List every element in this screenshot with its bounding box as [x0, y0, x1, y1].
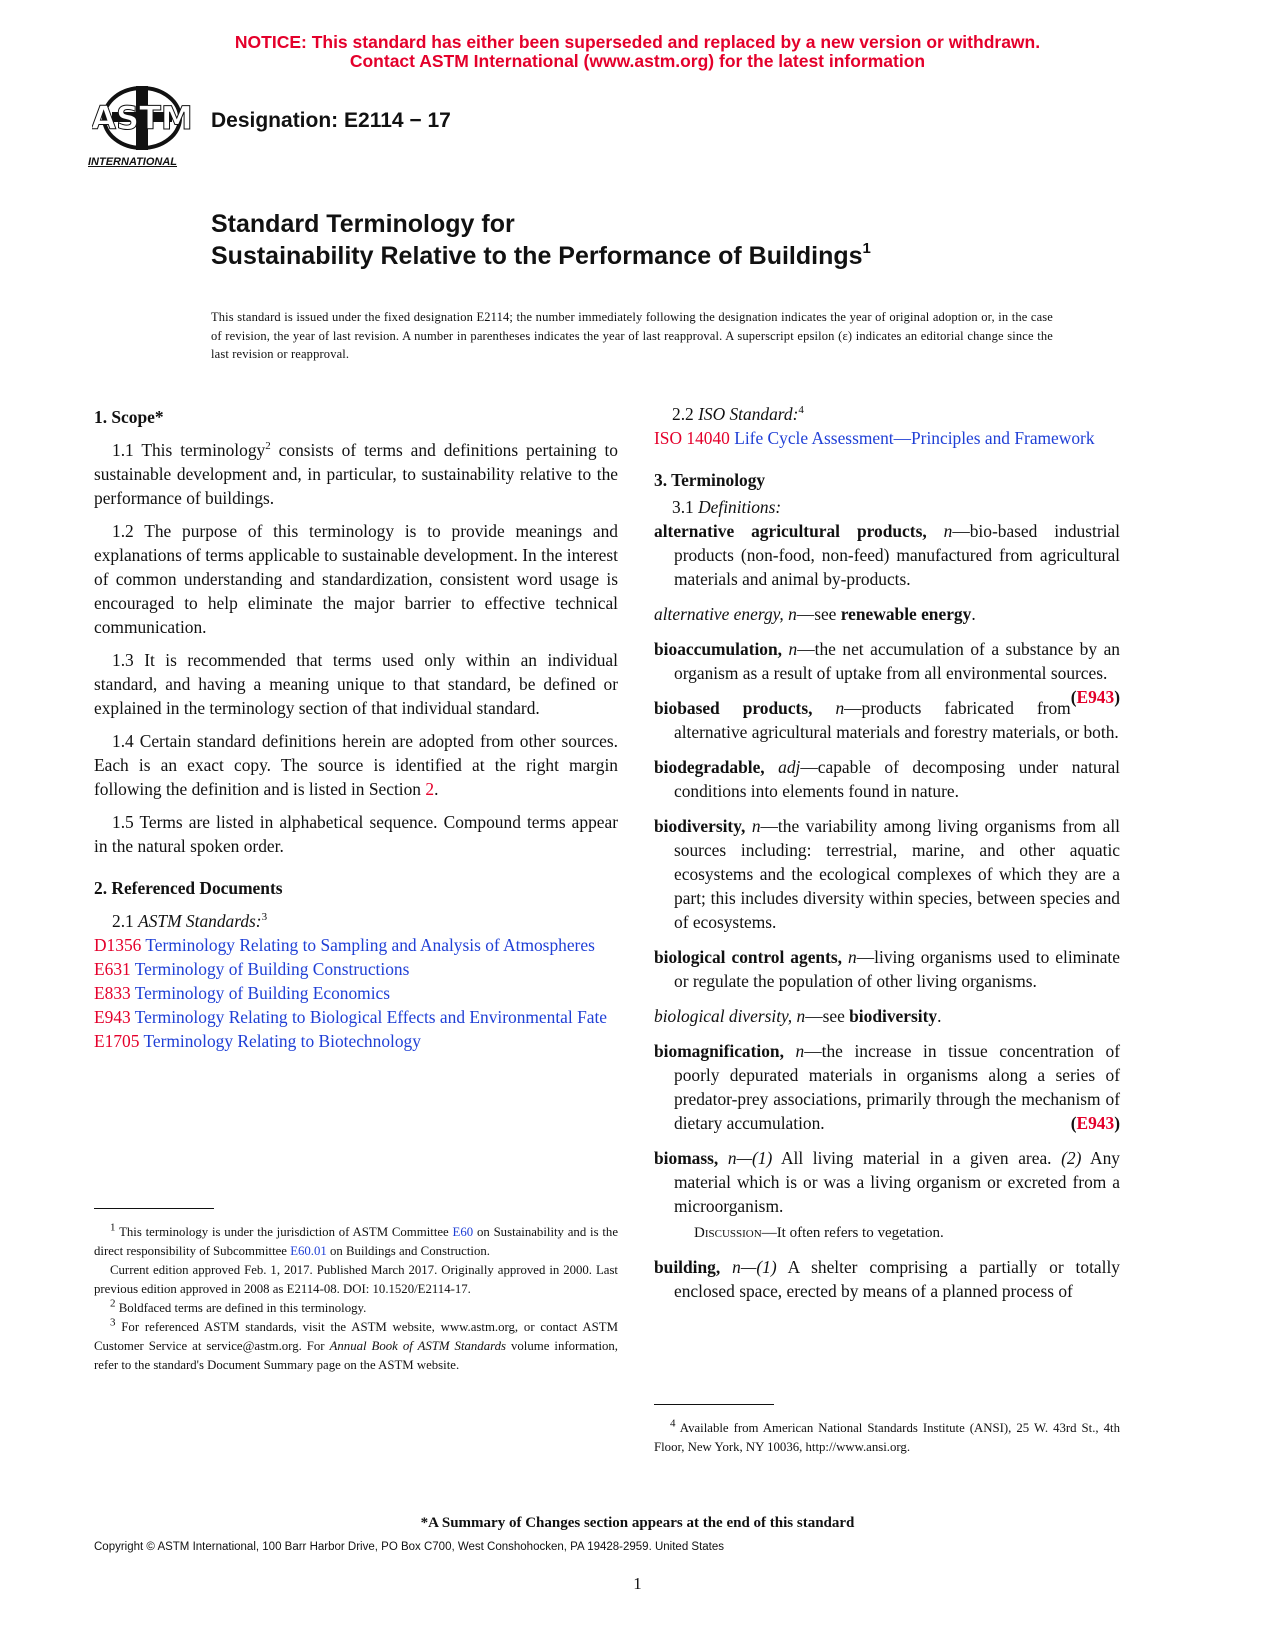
scope-1-2: 1.2 The purpose of this terminology is to provide meanings and explanations of terms applicable to sustainable development. In the interest of common understanding and standardization, consistent word usage is encouraged to help eliminate the major barrier to effective technical communication. — [94, 521, 618, 637]
terminology-heading: 3. Terminology — [654, 470, 766, 490]
biomass-discussion: Discussion—It often refers to vegetation. — [694, 1225, 944, 1241]
def-building: building, n—(1) A shelter comprising a partially or totally enclosed space, erected by means of a planned process of — [654, 1257, 1120, 1301]
def-bioaccumulation: bioaccumulation, n—the net accumulation of a substance by an organism as a result of uptake from all environmental sources. (E943) — [654, 639, 1120, 707]
astm-standards-label: 2.1 ASTM Standards:$^3$ — [112, 911, 268, 931]
ref-e631[interactable]: E631 Terminology of Building Constructions — [94, 959, 410, 979]
ref-iso-14040[interactable]: ISO 14040 Life Cycle Assessment—Principles and Framework — [654, 428, 1095, 448]
e60-link[interactable]: E60 — [452, 1225, 474, 1239]
ref-e833[interactable]: E833 Terminology of Building Economics — [94, 983, 391, 1003]
def-alternative-energy: alternative energy, n—see renewable energy. — [654, 604, 976, 624]
designation: Designation: E2114 − 17 — [211, 109, 451, 132]
notice-line-2: Contact ASTM International (www.astm.org) for the latest information — [349, 51, 926, 71]
scope-heading: 1. Scope* — [94, 407, 164, 427]
def-biodiversity: biodiversity, n—the variability among living organisms from all sources including: terrestrial, marine, and other aquatic ecosystems and the ecological complexes of which they are a part; this includes diversity within species, between species and of ecosystems. — [654, 816, 1120, 932]
ref-e943[interactable]: E943 Terminology Relating to Biological Effects and Environmental Fate — [94, 1007, 608, 1027]
bioaccumulation-source-link[interactable]: E943 — [1076, 687, 1115, 707]
footnote-4: $^4$ Available from American National Standards Institute (ANSI), 25 W. 43rd St., 4th Floor, New York, NY 10036, http://www.ansi.org. — [654, 1417, 1120, 1454]
footnote-2: $^2$ Boldfaced terms are defined in this terminology. — [110, 1297, 367, 1315]
definitions-label: 3.1 Definitions: — [672, 497, 782, 517]
iso-standard-label: 2.2 ISO Standard:$^4$ — [672, 404, 804, 424]
def-biomass: biomass, n—(1) All living material in a given area. (2) Any material which is or was a living organism or excreted from a microorganism. — [654, 1148, 1120, 1216]
footnote-3: $^3$ For referenced ASTM standards, visit the ASTM website, www.astm.org, or contact ASTM Customer Service at service@astm.org. For Annual Book of ASTM Standards volume information, refer to the standard's Document Summary page on the ASTM website. — [94, 1316, 619, 1372]
footnote-1-edition: Current edition approved Feb. 1, 2017. Published March 2017. Originally approved in 2000. Last previous edition approved in 2008 as E2114-08. DOI: 10.1520/E2114-17. — [94, 1263, 618, 1296]
svg-text:ASTM: ASTM — [92, 99, 192, 137]
footnotes-right — [654, 1419, 1120, 1457]
copyright: Copyright © ASTM International, 100 Barr Harbor Drive, PO Box C700, West Conshohocken, PA 19428-2959. United States — [94, 1541, 725, 1553]
left-column — [94, 405, 618, 1053]
ref-e1705[interactable]: E1705 Terminology Relating to Biotechnology — [94, 1031, 421, 1051]
title-line-2: Sustainability Relative to the Performance of Buildings$^1$ — [211, 240, 871, 270]
scope-1-5: 1.5 Terms are listed in alphabetical sequence. Compound terms appear in the natural spoken order. — [94, 812, 618, 856]
biomagnification-source-link[interactable]: E943 — [1076, 1113, 1115, 1133]
ref-d1356[interactable]: D1356 Terminology Relating to Sampling and Analysis of Atmospheres — [94, 935, 595, 955]
def-biological-diversity: biological diversity, n—see biodiversity. — [654, 1006, 942, 1026]
def-biodegradable: biodegradable, adj—capable of decomposing under natural conditions into elements found in nature. — [654, 757, 1120, 801]
right-column — [654, 402, 1120, 1314]
issue-statement: This standard is issued under the fixed designation E2114; the number immediately following the designation indicates the year of original adoption or, in the case of revision, the year of last revision. A number in parentheses indicates the year of last reapproval. A superscript epsilon (ε) indicates an editorial change since the last revision or reapproval. — [211, 310, 1053, 361]
summary-of-changes-note: *A Summary of Changes section appears at the end of this standard — [420, 1515, 855, 1531]
section-2-link[interactable]: 2 — [425, 779, 435, 799]
title-line-1: Standard Terminology for — [211, 210, 515, 238]
footnote-1: $^1$ This terminology is under the jurisdiction of ASTM Committee E60 on Sustainability and is the direct responsibility of Subcommittee E60.01 on Buildings and Construction. — [94, 1221, 618, 1258]
scope-1-4: 1.4 Certain standard definitions herein are adopted from other sources. Each is an exact copy. The source is identified at the right margin following the definition and is listed in Section 2. — [94, 731, 618, 799]
e60-01-link[interactable]: E60.01 — [290, 1244, 327, 1258]
logo-wordmark: INTERNATIONAL — [88, 156, 178, 168]
def-biomagnification: biomagnification, n—the increase in tissue concentration of poorly depurated materials in organisms along a series of predator-prey associations, primarily through the mechanism of dietary accumulation. (E943) — [654, 1041, 1120, 1133]
def-alternative-agricultural-products: alternative agricultural products, n—bio-based industrial products (non-food, non-feed) manufactured from agricultural materials and animal by-products. — [654, 521, 1120, 589]
def-biobased-products: biobased products, n—products fabricated from alternative agricultural materials and forestry materials, or both. — [654, 698, 1119, 742]
footnotes-left — [94, 1223, 618, 1375]
footnote-rule-left — [94, 1208, 214, 1209]
page-number: 1 — [633, 1574, 642, 1593]
scope-1-3: 1.3 It is recommended that terms used only within an individual standard, and having a meaning unique to that standard, be defined or explained in the terminology section of that individual standard. — [94, 650, 618, 718]
def-biological-control-agents: biological control agents, n—living organisms used to eliminate or regulate the population of other living organisms. — [654, 947, 1120, 991]
document-title — [211, 208, 871, 272]
withdrawal-notice — [0, 33, 1275, 71]
footnote-rule-right — [654, 1404, 774, 1405]
notice-line-1: NOTICE: This standard has either been superseded and replaced by a new version or withdrawn. — [234, 32, 1041, 52]
referenced-heading: 2. Referenced Documents — [94, 878, 283, 898]
astm-logo — [88, 82, 192, 174]
scope-1-1: 1.1 This terminology$^2$ consists of terms and definitions pertaining to sustainable development and, in particular, to sustainability relative to the performance of buildings. — [94, 440, 619, 508]
